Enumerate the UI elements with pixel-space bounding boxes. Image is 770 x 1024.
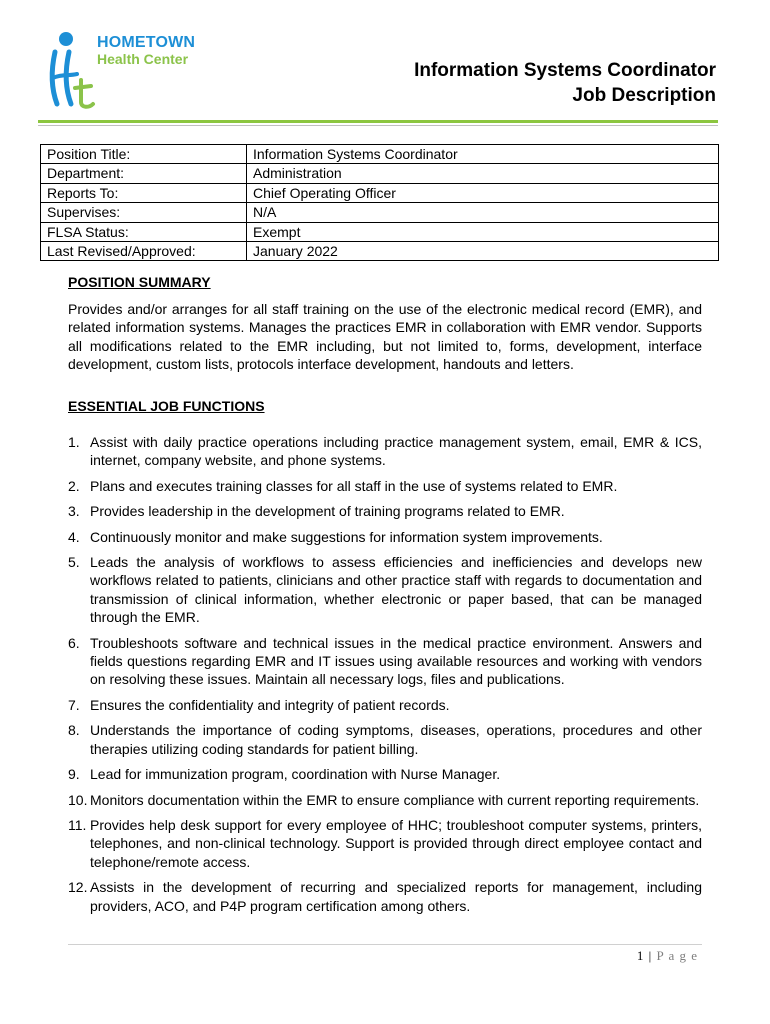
item-number: 11. [68, 816, 87, 833]
list-item [68, 553, 702, 627]
list-item [68, 816, 702, 871]
functions-heading: ESSENTIAL JOB FUNCTIONS [68, 398, 265, 414]
item-number: 7. [68, 696, 80, 713]
item-number: 10. [68, 791, 88, 808]
field-value: Exempt [247, 222, 719, 241]
field-label: Department: [41, 164, 247, 183]
list-item [68, 765, 702, 783]
document-title [414, 58, 716, 108]
job-functions-heading-wrap [68, 398, 702, 414]
field-value: Administration [247, 164, 719, 183]
list-item [68, 696, 702, 714]
item-text: Assist with daily practice operations including practice management system, email, EMR & ICS, internet, company website, and phone systems. [90, 434, 702, 469]
field-label: Position Title: [41, 145, 247, 164]
item-number: 8. [68, 722, 80, 739]
field-value: N/A [247, 203, 719, 222]
field-value: Information Systems Coordinator [247, 145, 719, 164]
table-row [41, 203, 719, 222]
table-row [41, 242, 719, 261]
item-number: 1. [68, 434, 80, 450]
logo-name: HOMETOWN [97, 34, 196, 51]
item-text: Lead for immunization program, coordination with Nurse Manager. [90, 766, 501, 783]
field-value: Chief Operating Officer [247, 183, 719, 202]
item-text: Plans and executes training classes for all staff in the use of systems related to EMR. [90, 477, 618, 494]
page-separator: | [648, 948, 653, 963]
list-item [68, 634, 702, 689]
field-label: Last Revised/Approved: [41, 242, 247, 261]
header-divider-green [38, 120, 718, 123]
job-functions-list [68, 433, 702, 922]
item-number: 4. [68, 528, 80, 545]
table-row [41, 145, 719, 164]
list-item [68, 878, 702, 915]
item-number: 9. [68, 766, 80, 783]
page-number-value: 1 [636, 948, 645, 963]
item-text: Understands the importance of coding symptoms, diseases, operations, procedures and other therapies utilizing coding standards for patient billing. [90, 722, 702, 757]
item-text: Assists in the development of recurring and specialized reports for management, including providers, ACO, and P4P program certification among others. [90, 879, 702, 914]
logo-subname: Health Center [97, 51, 189, 67]
item-number: 6. [68, 634, 80, 651]
position-summary-section [68, 274, 702, 374]
list-item [68, 721, 702, 758]
table-row [41, 222, 719, 241]
field-label: Reports To: [41, 183, 247, 202]
field-label: FLSA Status: [41, 222, 247, 241]
company-logo [45, 30, 220, 110]
title-line-1: Information Systems Coordinator [414, 60, 716, 81]
page-number [637, 948, 698, 964]
list-item [68, 433, 702, 470]
title-line-2: Job Description [572, 85, 716, 106]
field-label: Supervises: [41, 203, 247, 222]
item-text: Leads the analysis of workflows to assess efficiencies and inefficiencies and develops new workflows related to patients, clinicians and other practice staff with regards to documentation and transmission of clinical information, whether electronic or paper based, that can be managed through the EMR. [90, 554, 702, 626]
item-text: Provides help desk support for every employee of HHC; troubleshoot computer systems, printers, telephones, and non-clinical technology. Support is provided through direct employee contact and telephone/remote access. [90, 816, 702, 870]
header-divider-gray [38, 125, 718, 126]
position-info-table [40, 144, 719, 261]
item-text: Continuously monitor and make suggestions for information system improvements. [90, 528, 603, 545]
page-label: P a g e [656, 948, 698, 963]
item-number: 5. [68, 554, 80, 571]
item-text: Ensures the confidentiality and integrity of patient records. [90, 696, 450, 713]
item-text: Monitors documentation within the EMR to ensure compliance with current reporting requirements. [90, 791, 700, 808]
list-item [68, 791, 702, 809]
table-row [41, 183, 719, 202]
list-item [68, 477, 702, 495]
table-row [41, 164, 719, 183]
item-text: Provides leadership in the development of training programs related to EMR. [90, 503, 565, 520]
field-value: January 2022 [247, 242, 719, 261]
summary-heading: POSITION SUMMARY [68, 274, 211, 290]
footer-divider [68, 944, 702, 945]
list-item [68, 502, 702, 520]
list-item [68, 528, 702, 546]
hhc-logo-icon [45, 30, 105, 110]
item-number: 12. [68, 879, 88, 896]
item-number: 3. [68, 503, 80, 520]
item-text: Troubleshoots software and technical issues in the medical practice environment. Answers and fields questions regarding EMR and IT issues using available resources and working with vendors on resolving these issues. Maintain all necessary logs, files and publications. [90, 634, 702, 688]
item-number: 2. [68, 477, 80, 494]
summary-text: Provides and/or arranges for all staff training on the use of the electronic medical record (EMR), and related information systems. Manages the practices EMR in collaboration with EMR vendor. Supports all modifications related to the EMR including, but not limited to, forms, development, interface development, custom lists, protocols interface development, handouts and letters. [68, 301, 702, 373]
